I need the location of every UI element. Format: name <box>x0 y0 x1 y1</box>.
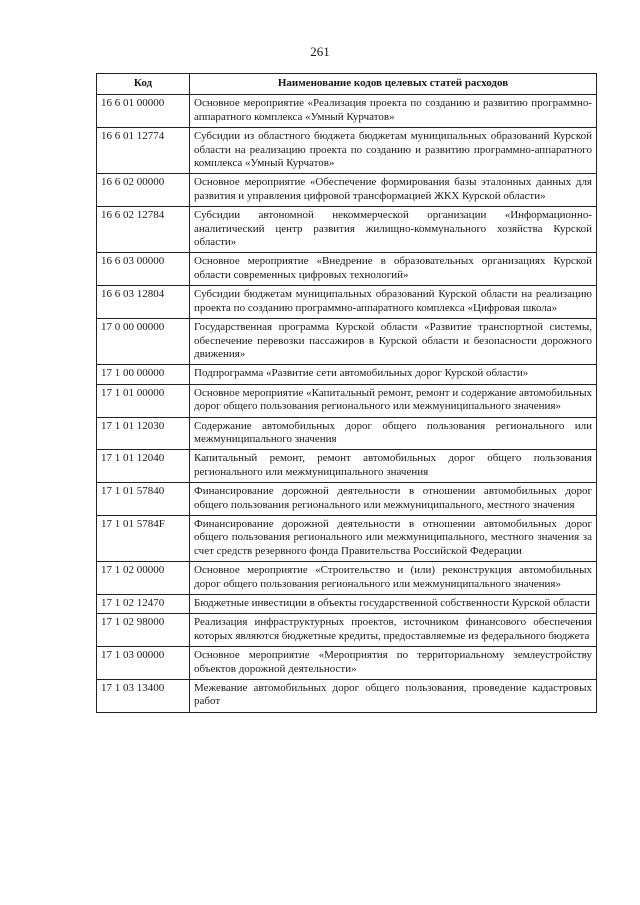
row-name: Основное мероприятие «Реализация проекта по созданию и развитию программно-аппаратного комплекса «Умный Курчатов» <box>190 95 597 128</box>
row-name: Подпрограмма «Развитие сети автомобильных дорог Курской области» <box>190 365 597 384</box>
table-row <box>97 417 597 450</box>
page-number: 261 <box>310 44 330 59</box>
table-row <box>97 562 597 595</box>
row-code: 17 1 01 12040 <box>97 450 190 483</box>
row-code: 16 6 03 12804 <box>97 286 190 319</box>
row-name: Бюджетные инвестиции в объекты государственной собственности Курской области <box>190 595 597 614</box>
table-row <box>97 253 597 286</box>
row-name: Межевание автомобильных дорог общего пользования, проведение кадастровых работ <box>190 680 597 713</box>
row-name: Финансирование дорожной деятельности в отношении автомобильных дорог общего пользования регионального или межмуниципального, местного значения <box>190 483 597 516</box>
row-name: Капитальный ремонт, ремонт автомобильных дорог общего пользования регионального или межмуниципального значения <box>190 450 597 483</box>
table-row <box>97 95 597 128</box>
row-name: Государственная программа Курской области «Развитие транспортной системы, обеспечение перевозки пассажиров в Курской области и безопасности дорожного движения» <box>190 319 597 365</box>
row-name: Субсидии из областного бюджета бюджетам муниципальных образований Курской области на реализацию проекта по созданию и развитию программно-аппаратного комплекса «Умный Курчатов» <box>190 128 597 174</box>
row-name: Реализация инфраструктурных проектов, источником финансового обеспечения которых являются бюджетные кредиты, предоставляемые из федерального бюджета <box>190 614 597 647</box>
row-code: 17 0 00 00000 <box>97 319 190 365</box>
row-code: 17 1 03 13400 <box>97 680 190 713</box>
row-name: Основное мероприятие «Обеспечение формирования базы эталонных данных для развития и управления цифровой трансформацией ЖКХ Курской области» <box>190 174 597 207</box>
row-code: 16 6 03 00000 <box>97 253 190 286</box>
row-code: 16 6 02 12784 <box>97 207 190 253</box>
table-row <box>97 286 597 319</box>
row-name: Основное мероприятие «Строительство и (или) реконструкция автомобильных дорог общего пользования регионального или межмуниципального значения» <box>190 562 597 595</box>
row-code: 17 1 01 00000 <box>97 384 190 417</box>
row-name: Субсидии бюджетам муниципальных образований Курской области на реализацию проекта по созданию программно-аппаратного комплекса «Цифровая школа» <box>190 286 597 319</box>
table-row <box>97 384 597 417</box>
row-name: Содержание автомобильных дорог общего пользования регионального или межмуниципального значения <box>190 417 597 450</box>
row-name: Основное мероприятие «Внедрение в образовательных организациях Курской области современных цифровых технологий» <box>190 253 597 286</box>
target-codes-table <box>96 73 597 713</box>
row-code: 17 1 02 12470 <box>97 595 190 614</box>
row-code: 17 1 01 12030 <box>97 417 190 450</box>
row-code: 17 1 00 00000 <box>97 365 190 384</box>
row-name: Финансирование дорожной деятельности в отношении автомобильных дорог общего пользования регионального или межмуниципального, местного значения за счет средств резервного фонда Правительства Российской Федерации <box>190 515 597 561</box>
table-row <box>97 483 597 516</box>
table-header-row <box>97 74 597 95</box>
row-code: 17 1 01 57840 <box>97 483 190 516</box>
table-row <box>97 174 597 207</box>
row-name: Основное мероприятие «Мероприятия по территориальному землеустройству объектов дорожной деятельности» <box>190 647 597 680</box>
table-row <box>97 365 597 384</box>
row-code: 17 1 02 98000 <box>97 614 190 647</box>
column-header-name: Наименование кодов целевых статей расходов <box>190 74 597 95</box>
table-row <box>97 207 597 253</box>
row-name: Основное мероприятие «Капитальный ремонт, ремонт и содержание автомобильных дорог общего пользования регионального или межмуниципального значения» <box>190 384 597 417</box>
row-code: 16 6 01 00000 <box>97 95 190 128</box>
table-row <box>97 515 597 561</box>
row-code: 17 1 02 00000 <box>97 562 190 595</box>
table-row <box>97 128 597 174</box>
row-code: 16 6 01 12774 <box>97 128 190 174</box>
row-code: 17 1 01 5784F <box>97 515 190 561</box>
table-row <box>97 450 597 483</box>
column-header-code: Код <box>97 74 190 95</box>
table-row <box>97 319 597 365</box>
table-row <box>97 614 597 647</box>
table-row <box>97 595 597 614</box>
table-row <box>97 647 597 680</box>
row-code: 16 6 02 00000 <box>97 174 190 207</box>
row-code: 17 1 03 00000 <box>97 647 190 680</box>
row-name: Субсидии автономной некоммерческой организации «Информационно-аналитический центр развития жилищно-коммунального хозяйства Курской области» <box>190 207 597 253</box>
table-row <box>97 680 597 713</box>
